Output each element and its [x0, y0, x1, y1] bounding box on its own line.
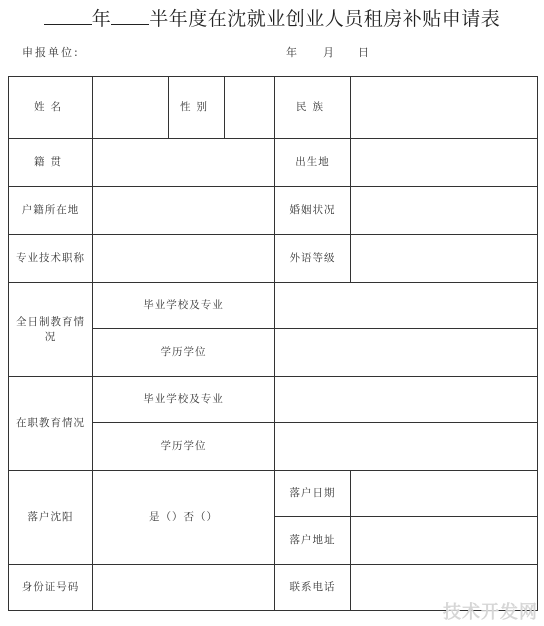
settle-date-label: 落户日期: [275, 471, 351, 517]
inservice-school-major-value-cell[interactable]: [275, 377, 538, 423]
name-label: 姓名: [9, 77, 93, 139]
table-row: [9, 471, 538, 517]
household-location-label: 户籍所在地: [9, 187, 93, 235]
inservice-education-label: 在职教育情况: [9, 377, 93, 471]
native-place-value-cell[interactable]: [93, 139, 275, 187]
inservice-school-major-label: 毕业学校及专业: [93, 377, 275, 423]
fulltime-school-major-label: 毕业学校及专业: [93, 283, 275, 329]
native-place-label: 籍贯: [9, 139, 93, 187]
foreign-language-value-cell[interactable]: [351, 235, 538, 283]
fulltime-school-major-value-cell[interactable]: [275, 283, 538, 329]
reporting-unit-label: 申报单位:: [22, 46, 80, 59]
year-blank[interactable]: [44, 10, 92, 25]
ethnicity-value-cell[interactable]: [351, 77, 538, 139]
half-year-blank[interactable]: [111, 10, 149, 25]
table-row: [9, 77, 538, 139]
birthplace-value-cell[interactable]: [351, 139, 538, 187]
table-row: [9, 187, 538, 235]
title-main: 半年度在沈就业创业人员租房补贴申请表: [149, 8, 501, 30]
settle-address-value-cell[interactable]: [351, 517, 538, 565]
table-row: [9, 377, 538, 423]
table-row: [9, 235, 538, 283]
household-location-value-cell[interactable]: [93, 187, 275, 235]
gender-label: 性别: [169, 77, 225, 139]
settle-address-label: 落户地址: [275, 517, 351, 565]
name-value-cell[interactable]: [93, 77, 169, 139]
date-year-label: 年: [286, 46, 299, 59]
professional-title-label: 专业技术职称: [9, 235, 93, 283]
table-row: [9, 283, 538, 329]
date-day-label: 日: [358, 46, 371, 59]
fulltime-education-label: 全日制教育情况: [9, 283, 93, 377]
settle-yes-no-option[interactable]: 是（）否（）: [93, 471, 275, 565]
application-form-table: [8, 76, 538, 611]
fulltime-degree-value-cell[interactable]: [275, 329, 538, 377]
site-watermark: 技术开发网: [443, 602, 538, 623]
form-title: [0, 4, 544, 31]
id-number-label: 身份证号码: [9, 565, 93, 611]
date-month-label: 月: [323, 46, 336, 59]
inservice-degree-value-cell[interactable]: [275, 423, 538, 471]
ethnicity-label: 民族: [275, 77, 351, 139]
gender-value-cell[interactable]: [225, 77, 275, 139]
table-row: [9, 139, 538, 187]
inservice-degree-label: 学历学位: [93, 423, 275, 471]
settle-shenyang-label: 落户沈阳: [9, 471, 93, 565]
marital-status-label: 婚姻状况: [275, 187, 351, 235]
settle-date-value-cell[interactable]: [351, 471, 538, 517]
birthplace-label: 出生地: [275, 139, 351, 187]
id-number-value-cell[interactable]: [93, 565, 275, 611]
title-year-suffix: 年: [91, 8, 112, 30]
phone-label: 联系电话: [275, 565, 351, 611]
foreign-language-label: 外语等级: [275, 235, 351, 283]
professional-title-value-cell[interactable]: [93, 235, 275, 283]
marital-status-value-cell[interactable]: [351, 187, 538, 235]
fulltime-degree-label: 学历学位: [93, 329, 275, 377]
